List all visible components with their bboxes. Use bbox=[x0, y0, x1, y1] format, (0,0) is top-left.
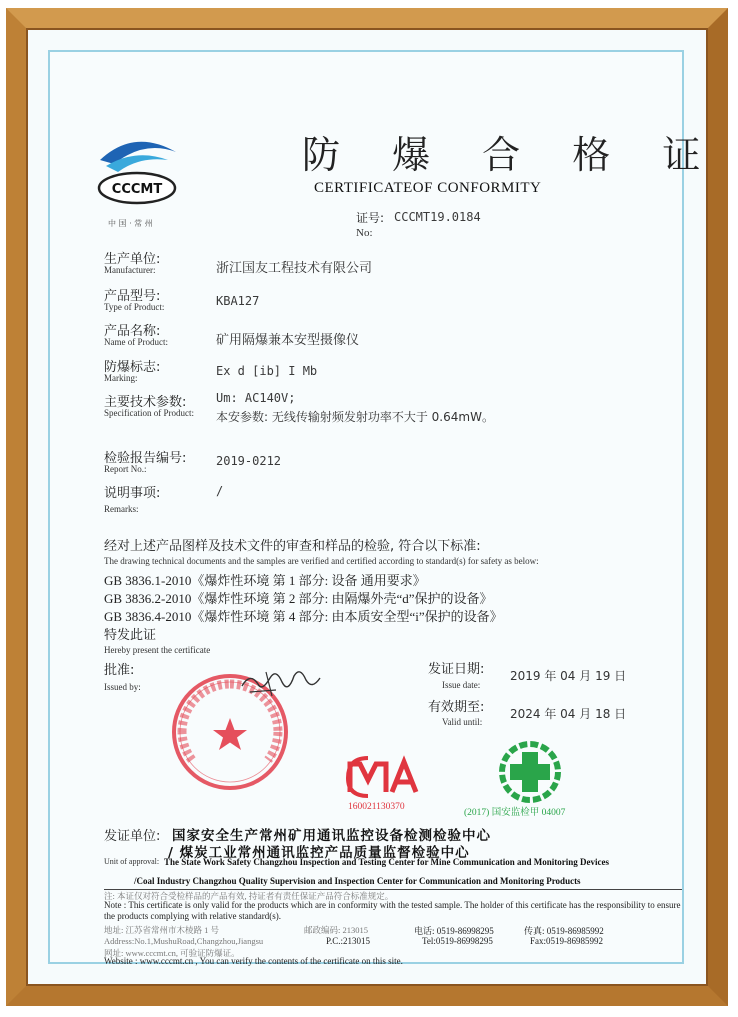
statement-cn: 经对上述产品图样及技术文件的审查和样品的检验, 符合以下标准: bbox=[104, 539, 481, 554]
spec-value-1: Um: AC140V; bbox=[216, 391, 296, 405]
signature bbox=[236, 664, 326, 704]
issuer-name-cn-1: 国家安全生产常州矿用通讯监控设备检测检验中心 bbox=[172, 828, 491, 844]
title-en: CERTIFICATEOF CONFORMITY bbox=[314, 180, 542, 196]
cert-no-label-en: No: bbox=[356, 227, 373, 239]
title-cn: 防 爆 合 格 证 bbox=[302, 133, 721, 177]
valid-label-cn: 有效期至: bbox=[428, 700, 485, 715]
safety-cross-icon bbox=[498, 740, 562, 804]
name-label-cn: 产品名称: bbox=[104, 324, 161, 339]
manufacturer-label-cn: 生产单位: bbox=[104, 252, 161, 267]
footer-web-en: Website : www.cccmt.cn , You can verify the contents of the certificate on this site. bbox=[104, 956, 403, 966]
marking-value: Ex d [ib] I Mb bbox=[216, 364, 318, 378]
approval-label-en: Issued by: bbox=[104, 682, 141, 692]
spec-label-cn: 主要技术参数: bbox=[104, 395, 187, 410]
remarks-label-en: Remarks: bbox=[104, 504, 139, 514]
issuer-label-cn: 发证单位: bbox=[104, 829, 161, 844]
footer-addr-cn: 地址: 江苏省常州市木棱路 1 号 bbox=[104, 925, 219, 935]
cert-no-value: CCCMT19.0184 bbox=[394, 210, 481, 224]
signature-scribble-icon bbox=[236, 664, 326, 704]
issuer-name-cn-2: / 煤炭工业常州通讯监控产品质量监督检验中心 bbox=[168, 845, 470, 861]
issuer-label-en: Unit of approval: bbox=[104, 857, 160, 866]
cert-no-label-cn: 证号: bbox=[356, 211, 385, 225]
type-label-en: Type of Product: bbox=[104, 302, 165, 312]
cma-logo-icon bbox=[346, 754, 426, 798]
spec-value-2: 本安参数: 无线传输射频发射功率不大于 0.64mW。 bbox=[216, 410, 494, 424]
valid-label-en: Valid until: bbox=[442, 717, 483, 727]
safety-text: (2017) 国安监检甲 04007 bbox=[464, 808, 566, 818]
picture-frame bbox=[6, 8, 728, 1006]
marking-label-cn: 防爆标志: bbox=[104, 360, 161, 375]
logo-text: CCCMT bbox=[111, 182, 163, 197]
manufacturer-label-en: Manufacturer: bbox=[104, 265, 156, 275]
cma-mark bbox=[346, 754, 426, 798]
type-label-cn: 产品型号: bbox=[104, 289, 161, 304]
issue-date-value: 2019 年 04 月 19 日 bbox=[510, 669, 627, 683]
footer-addr-en: Address:No.1,MushuRoad,Changzhou,Jiangsu bbox=[104, 936, 264, 946]
spec-label-en: Specification of Product: bbox=[104, 408, 194, 418]
remarks-value: / bbox=[216, 484, 224, 498]
logo-emblem-icon bbox=[84, 130, 190, 222]
approval-label-cn: 批准: bbox=[104, 663, 135, 678]
footer-tel-en: Tel:0519-86998295 bbox=[422, 936, 493, 946]
issue-date-label-cn: 发证日期: bbox=[428, 662, 485, 677]
name-value: 矿用隔爆兼本安型摄像仪 bbox=[216, 333, 360, 348]
report-value: 2019-0212 bbox=[216, 454, 282, 468]
marking-label-en: Marking: bbox=[104, 373, 138, 383]
cccmt-logo bbox=[84, 130, 190, 222]
safety-mark bbox=[498, 740, 562, 804]
footer-zip-cn: 邮政编码: 213015 bbox=[304, 925, 368, 935]
manufacturer-value: 浙江国友工程技术有限公司 bbox=[216, 261, 373, 276]
cma-code: 160021130370 bbox=[348, 802, 405, 812]
remarks-label-cn: 说明事项: bbox=[104, 486, 161, 501]
footer-note-cn: 注: 本证仅对符合受检样品的产品有效, 持证者有责任保证产品符合标准规定。 bbox=[104, 891, 394, 901]
footer-tel-cn: 电话: 0519-86998295 bbox=[414, 926, 494, 936]
standard-2: GB 3836.2-2010《爆炸性环境 第 2 部分: 由隔爆外壳“d”保护的设备》 bbox=[104, 591, 493, 606]
footer-note-en: Note : This certificate is only valid for the products which are in conformity with the tested sample. The holder of this certificate has the responsibility to ensure the products complying with relative standard(s). bbox=[104, 900, 681, 921]
footer-zip-en: P.C.:213015 bbox=[326, 936, 371, 946]
footer-fax-en: Fax:0519-86985992 bbox=[530, 936, 603, 946]
footer-fax-cn: 传真: 0519-86985992 bbox=[524, 926, 604, 936]
valid-date-value: 2024 年 04 月 18 日 bbox=[510, 707, 627, 721]
issuer-name-en-1: The State Work Safety Changzhou Inspection and Testing Center for Mine Communication and Monitoring Devices bbox=[164, 857, 610, 867]
report-label-en: Report No.: bbox=[104, 464, 147, 474]
footer-web-cn: 网址: www.cccmt.cn, 可验证防爆证。 bbox=[104, 948, 240, 958]
name-label-en: Name of Product: bbox=[104, 337, 168, 347]
type-value: KBA127 bbox=[216, 294, 260, 308]
issuer-name-en-2: /Coal Industry Changzhou Quality Supervision and Inspection Center for Communication and Monitoring Products bbox=[134, 876, 581, 886]
standard-3: GB 3836.4-2010《爆炸性环境 第 4 部分: 由本质安全型“i”保护的设备》 bbox=[104, 609, 503, 624]
certificate-paper bbox=[48, 50, 721, 966]
statement-en: The drawing technical documents and the samples are verified and certified according to standard(s) for safety as below: bbox=[104, 556, 539, 566]
issue-date-label-en: Issue date: bbox=[442, 680, 481, 690]
hereby-cn: 特发此证 bbox=[104, 628, 157, 643]
logo-caption: 中 国 · 常 州 bbox=[108, 219, 153, 228]
report-label-cn: 检验报告编号: bbox=[104, 451, 187, 466]
standard-1: GB 3836.1-2010《爆炸性环境 第 1 部分: 设备 通用要求》 bbox=[104, 573, 426, 588]
hereby-en: Hereby present the certificate bbox=[104, 645, 211, 655]
